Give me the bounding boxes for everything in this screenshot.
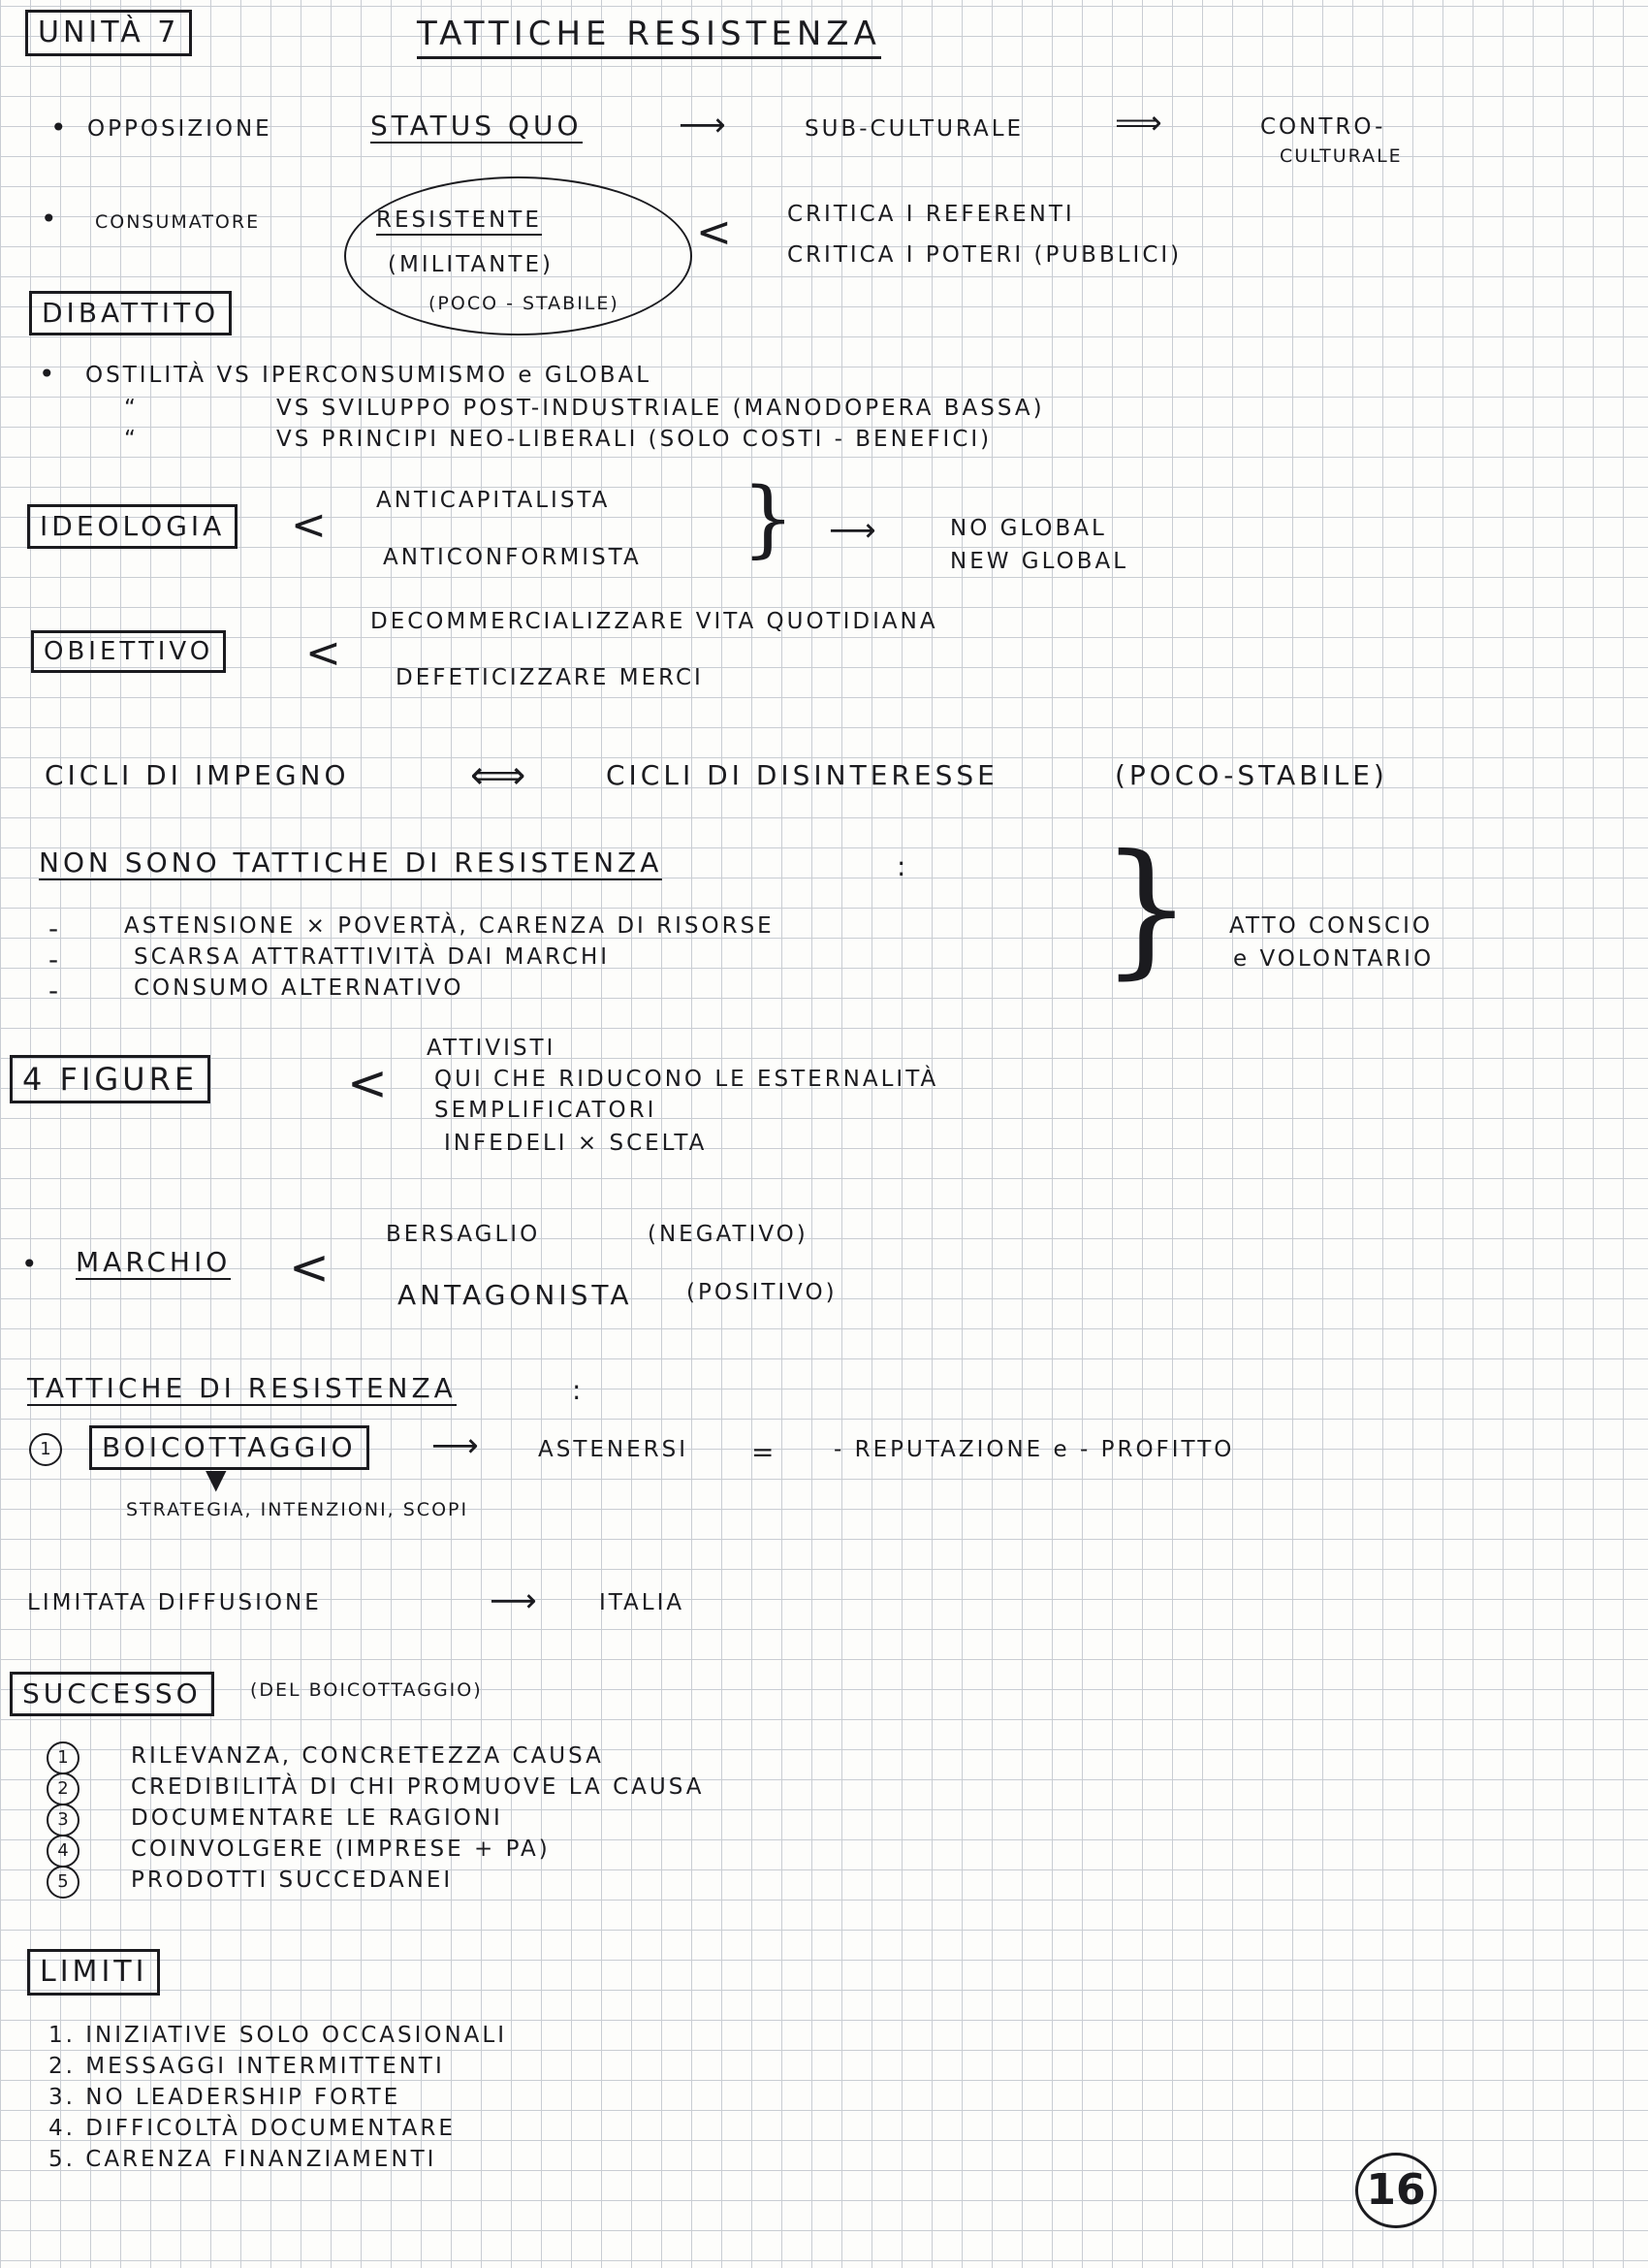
figure-heading: 4 FIGURE <box>10 1055 210 1103</box>
poco-stabile: (POCO - STABILE) <box>428 293 619 314</box>
double-arrow-right-icon: ⟹ <box>1115 104 1162 143</box>
cicli-impegno: CICLI DI IMPEGNO <box>45 759 350 791</box>
militante: (MILITANTE) <box>388 252 554 277</box>
new-global: NEW GLOBAL <box>950 549 1129 574</box>
consumatore-label: CONSUMATORE <box>95 211 261 233</box>
anticonformista: ANTICONFORMISTA <box>383 545 642 570</box>
branch-left-icon: < <box>696 208 732 257</box>
brace-icon: } <box>742 470 795 567</box>
status-quo: STATUS QUO <box>370 110 583 142</box>
antagonista: ANTAGONISTA <box>397 1279 633 1311</box>
defeticizzare: DEFETICIZZARE MERCI <box>396 665 704 690</box>
figure-item-4: INFEDELI × SCELTA <box>444 1131 708 1156</box>
non-tattiche-colon: : <box>897 850 910 882</box>
non-tattiche-heading: NON SONO TATTICHE DI RESISTENZA <box>39 847 663 878</box>
cicli-poco-stabile: (POCO-STABILE) <box>1115 759 1388 791</box>
page-title: TATTICHE RESISTENZA <box>417 17 881 59</box>
number-circle: 5 <box>47 1866 79 1899</box>
dibattito-heading: DIBATTITO <box>29 291 232 335</box>
arrow-right-icon: ⟶ <box>431 1426 479 1465</box>
non-tattiche-item-1: ASTENSIONE × POVERTÀ, CARENZA DI RISORSE <box>124 913 775 939</box>
dibattito-row-1: OSTILITÀ VS IPERCONSUMISMO e GLOBAL <box>85 363 652 388</box>
figure-item-2: QUI CHE RIDUCONO LE ESTERNALITÀ <box>434 1067 939 1092</box>
dash: - <box>48 912 63 944</box>
cicli-disinteresse: CICLI DI DISINTERESSE <box>606 759 998 791</box>
number-circle: 1 <box>29 1433 62 1466</box>
figure-item-1: ATTIVISTI <box>427 1036 556 1061</box>
equals-sign: = <box>751 1436 778 1468</box>
unit-label: UNITÀ 7 <box>25 10 192 56</box>
arrow-right-icon: ⟶ <box>679 106 726 144</box>
strategia: STRATEGIA, INTENZIONI, SCOPI <box>126 1499 469 1520</box>
number-circle: 3 <box>47 1804 79 1837</box>
limitata-diffusione: LIMITATA DIFFUSIONE <box>27 1590 322 1615</box>
arrow-right-icon: ⟶ <box>829 511 876 550</box>
brace-icon: } <box>1100 824 1193 993</box>
tattiche-heading: TATTICHE DI RESISTENZA <box>27 1372 457 1404</box>
limiti-heading: LIMITI <box>27 1949 160 1996</box>
dash: - <box>48 974 63 1006</box>
positivo: (POSITIVO) <box>686 1280 838 1305</box>
branch-left-icon: < <box>347 1055 388 1111</box>
page-number: 16 <box>1355 2153 1437 2228</box>
successo-item-2: CREDIBILITÀ DI CHI PROMUOVE LA CAUSA <box>131 1774 705 1800</box>
contro-culturale-2: CULTURALE <box>1280 145 1403 167</box>
anticapitalista: ANTICAPITALISTA <box>376 488 611 513</box>
sub-culturale: SUB-CULTURALE <box>805 116 1025 142</box>
limiti-item-1: 1. INIZIATIVE SOLO OCCASIONALI <box>48 2023 508 2048</box>
italia: ITALIA <box>599 1590 685 1615</box>
tattiche-colon: : <box>572 1374 586 1406</box>
arrow-right-icon: ⟶ <box>490 1581 537 1620</box>
dibattito-row-2: VS SVILUPPO POST-INDUSTRIALE (MANODOPERA BASSA) <box>276 396 1045 421</box>
boicottaggio-box: BOICOTTAGGIO <box>89 1425 369 1470</box>
branch-left-icon: < <box>291 500 327 550</box>
successo-item-5: PRODOTTI SUCCEDANEI <box>131 1868 454 1893</box>
number-circle: 4 <box>47 1835 79 1868</box>
bullet-dot: • <box>41 203 61 235</box>
limiti-item-3: 3. NO LEADERSHIP FORTE <box>48 2085 401 2110</box>
arrow-down-icon: ▼ <box>206 1463 227 1495</box>
bersaglio: BERSAGLIO <box>386 1222 541 1247</box>
limiti-item-2: 2. MESSAGGI INTERMITTENTI <box>48 2054 445 2079</box>
critica-poteri: CRITICA I POTERI (PUBBLICI) <box>787 242 1183 268</box>
atto-conscio: ATTO CONSCIO <box>1229 913 1433 939</box>
volontario: e VOLONTARIO <box>1233 946 1435 972</box>
marchio-label: MARCHIO <box>76 1246 232 1278</box>
branch-left-icon: < <box>305 628 341 678</box>
double-arrow-both-icon: ⟺ <box>470 753 526 798</box>
number-circle: 1 <box>47 1741 79 1774</box>
branch-left-icon: < <box>289 1239 330 1295</box>
obiettivo-heading: OBIETTIVO <box>31 630 226 673</box>
non-tattiche-item-2: SCARSA ATTRATTIVITÀ DAI MARCHI <box>134 944 611 970</box>
bullet-dot: • <box>21 1248 42 1280</box>
opposizione-label: OPPOSIZIONE <box>87 116 272 142</box>
no-global: NO GLOBAL <box>950 516 1107 541</box>
successo-note: (DEL BOICOTTAGGIO) <box>250 1679 483 1701</box>
ideologia-heading: IDEOLOGIA <box>27 504 238 549</box>
dibattito-row-3: VS PRINCIPI NEO-LIBERALI (SOLO COSTI - BENEFICI) <box>276 427 993 452</box>
effetto: - REPUTAZIONE e - PROFITTO <box>834 1437 1235 1462</box>
figure-item-3: SEMPLIFICATORI <box>434 1098 657 1123</box>
bullet-dot: • <box>39 358 59 390</box>
successo-item-4: COINVOLGERE (IMPRESE + PA) <box>131 1837 551 1862</box>
number-circle: 2 <box>47 1773 79 1805</box>
decommercializzare: DECOMMERCIALIZZARE VITA QUOTIDIANA <box>370 609 938 634</box>
limiti-item-5: 5. CARENZA FINANZIAMENTI <box>48 2147 437 2172</box>
ditto-mark: “ <box>124 396 139 421</box>
successo-item-3: DOCUMENTARE LE RAGIONI <box>131 1805 503 1831</box>
bullet-dot: • <box>50 112 71 144</box>
resistente: RESISTENTE <box>376 209 542 236</box>
successo-item-1: RILEVANZA, CONCRETEZZA CAUSA <box>131 1743 604 1769</box>
ditto-mark: “ <box>124 427 139 452</box>
limiti-item-4: 4. DIFFICOLTÀ DOCUMENTARE <box>48 2116 456 2141</box>
non-tattiche-item-3: CONSUMO ALTERNATIVO <box>134 975 464 1001</box>
dash: - <box>48 943 63 975</box>
successo-heading: SUCCESSO <box>10 1672 214 1716</box>
astenersi: ASTENERSI <box>538 1437 689 1462</box>
contro-culturale-1: CONTRO- <box>1260 114 1386 140</box>
negativo: (NEGATIVO) <box>648 1222 808 1247</box>
critica-referenti: CRITICA I REFERENTI <box>787 202 1075 227</box>
